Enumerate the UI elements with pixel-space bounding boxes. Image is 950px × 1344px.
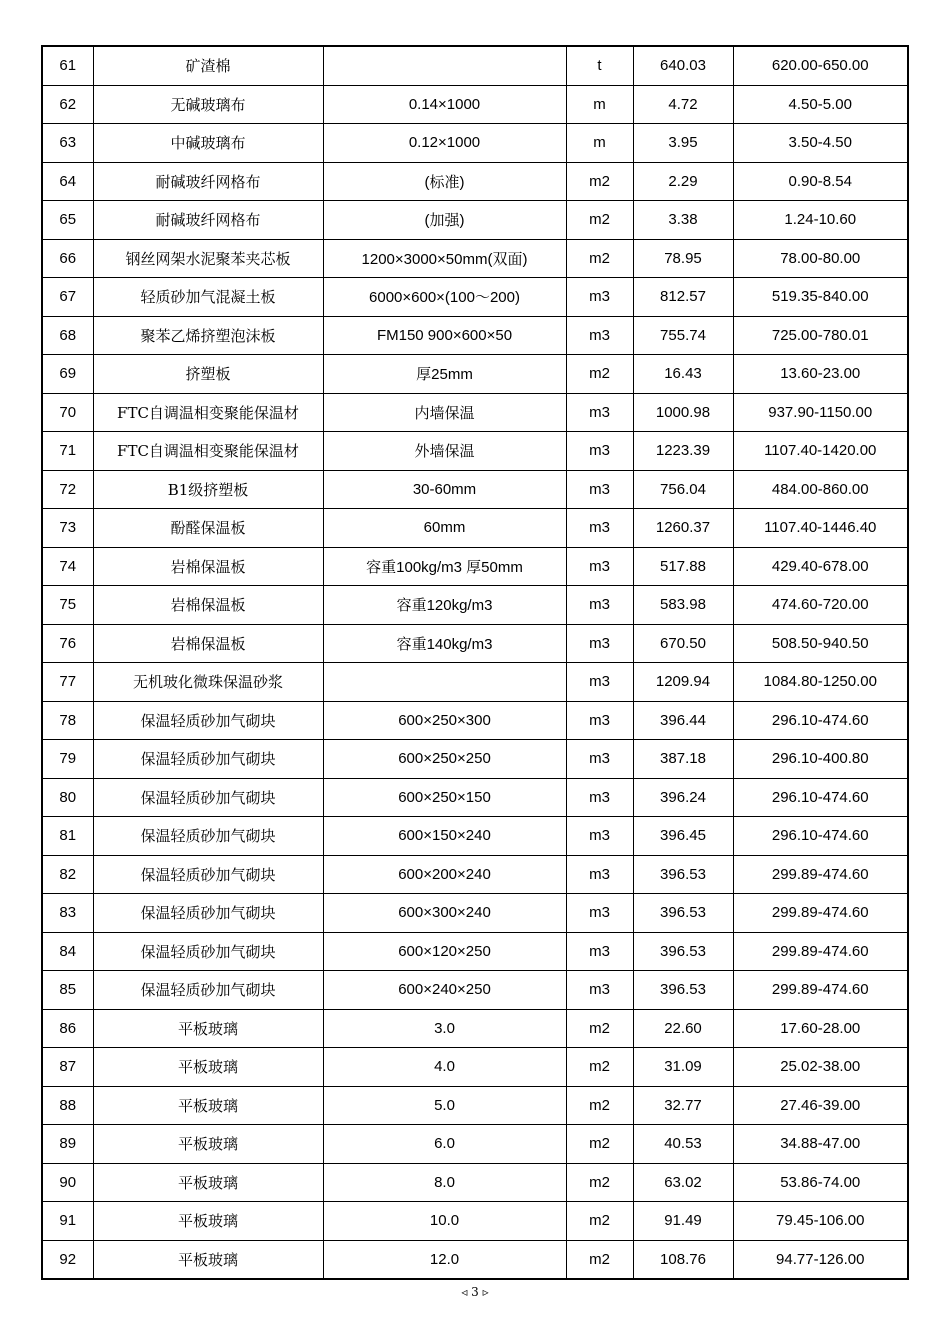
price-cell: 387.18 <box>633 740 733 779</box>
unit-cell: m3 <box>566 509 633 548</box>
table-row <box>42 855 908 894</box>
specification-cell: 600×150×240 <box>323 817 566 856</box>
table-row <box>42 932 908 971</box>
table-row <box>42 624 908 663</box>
material-name-cell: 无机玻化微珠保温砂浆 <box>93 663 323 702</box>
material-name-cell: 保温轻质砂加气砌块 <box>93 971 323 1010</box>
price-range-cell: 79.45-106.00 <box>733 1202 908 1241</box>
unit-cell: m <box>566 124 633 163</box>
specification-cell: 0.14×1000 <box>323 85 566 124</box>
unit-cell: m3 <box>566 624 633 663</box>
specification-cell: 1200×3000×50mm(双面) <box>323 239 566 278</box>
price-range-cell: 1084.80-1250.00 <box>733 663 908 702</box>
price-cell: 670.50 <box>633 624 733 663</box>
specification-cell: 60mm <box>323 509 566 548</box>
unit-cell: m <box>566 85 633 124</box>
specification-cell: 容重100kg/m3 厚50mm <box>323 547 566 586</box>
material-name-cell: 保温轻质砂加气砌块 <box>93 778 323 817</box>
price-range-cell: 53.86-74.00 <box>733 1163 908 1202</box>
specification-cell: 30-60mm <box>323 470 566 509</box>
specification-cell: 6.0 <box>323 1125 566 1164</box>
material-name-cell: 保温轻质砂加气砌块 <box>93 894 323 933</box>
price-range-cell: 299.89-474.60 <box>733 894 908 933</box>
price-range-cell: 0.90-8.54 <box>733 162 908 201</box>
price-range-cell: 25.02-38.00 <box>733 1048 908 1087</box>
price-range-cell: 508.50-940.50 <box>733 624 908 663</box>
price-range-cell: 296.10-474.60 <box>733 817 908 856</box>
specification-cell: FM150 900×600×50 <box>323 316 566 355</box>
table-row <box>42 201 908 240</box>
price-cell: 1260.37 <box>633 509 733 548</box>
table-row <box>42 778 908 817</box>
material-name-cell: 钢丝网架水泥聚苯夹芯板 <box>93 239 323 278</box>
specification-cell: 600×120×250 <box>323 932 566 971</box>
material-name-cell: 保温轻质砂加气砌块 <box>93 817 323 856</box>
price-cell: 396.53 <box>633 894 733 933</box>
table-row <box>42 663 908 702</box>
table-row <box>42 316 908 355</box>
price-range-cell: 27.46-39.00 <box>733 1086 908 1125</box>
item-number-cell: 73 <box>42 509 93 548</box>
price-cell: 3.95 <box>633 124 733 163</box>
item-number-cell: 65 <box>42 201 93 240</box>
material-name-cell: 平板玻璃 <box>93 1202 323 1241</box>
specification-cell: 600×240×250 <box>323 971 566 1010</box>
item-number-cell: 80 <box>42 778 93 817</box>
material-name-cell: 中碱玻璃布 <box>93 124 323 163</box>
unit-cell: m3 <box>566 894 633 933</box>
price-cell: 812.57 <box>633 278 733 317</box>
table-row <box>42 1163 908 1202</box>
price-cell: 40.53 <box>633 1125 733 1164</box>
material-name-cell: 岩棉保温板 <box>93 547 323 586</box>
table-row <box>42 547 908 586</box>
table-row <box>42 393 908 432</box>
unit-cell: m2 <box>566 1086 633 1125</box>
table-row <box>42 124 908 163</box>
item-number-cell: 87 <box>42 1048 93 1087</box>
item-number-cell: 62 <box>42 85 93 124</box>
specification-cell <box>323 46 566 85</box>
material-name-cell: 酚醛保温板 <box>93 509 323 548</box>
material-name-cell: 挤塑板 <box>93 355 323 394</box>
specification-cell: 600×250×300 <box>323 701 566 740</box>
item-number-cell: 91 <box>42 1202 93 1241</box>
material-name-cell: 平板玻璃 <box>93 1086 323 1125</box>
table-row <box>42 46 908 85</box>
price-cell: 63.02 <box>633 1163 733 1202</box>
item-number-cell: 82 <box>42 855 93 894</box>
specification-cell: 3.0 <box>323 1009 566 1048</box>
unit-cell: m2 <box>566 1125 633 1164</box>
unit-cell: m3 <box>566 586 633 625</box>
table-row <box>42 162 908 201</box>
item-number-cell: 88 <box>42 1086 93 1125</box>
material-name-cell: 平板玻璃 <box>93 1125 323 1164</box>
specification-cell: 10.0 <box>323 1202 566 1241</box>
price-cell: 32.77 <box>633 1086 733 1125</box>
item-number-cell: 90 <box>42 1163 93 1202</box>
specification-cell: 8.0 <box>323 1163 566 1202</box>
table-row <box>42 971 908 1010</box>
price-cell: 3.38 <box>633 201 733 240</box>
specification-cell: 12.0 <box>323 1240 566 1279</box>
price-cell: 1209.94 <box>633 663 733 702</box>
material-name-cell: B1级挤塑板 <box>93 470 323 509</box>
table-row <box>42 1048 908 1087</box>
price-range-cell: 296.10-474.60 <box>733 701 908 740</box>
material-name-cell: FTC自调温相变聚能保温材 <box>93 393 323 432</box>
price-cell: 755.74 <box>633 316 733 355</box>
unit-cell: m2 <box>566 201 633 240</box>
table-row <box>42 1202 908 1241</box>
price-range-cell: 299.89-474.60 <box>733 971 908 1010</box>
price-cell: 396.53 <box>633 855 733 894</box>
material-name-cell: 岩棉保温板 <box>93 624 323 663</box>
unit-cell: m3 <box>566 932 633 971</box>
price-cell: 4.72 <box>633 85 733 124</box>
material-name-cell: 耐碱玻纤网格布 <box>93 201 323 240</box>
specification-cell: 600×300×240 <box>323 894 566 933</box>
price-cell: 1000.98 <box>633 393 733 432</box>
specification-cell: 600×200×240 <box>323 855 566 894</box>
price-range-cell: 1.24-10.60 <box>733 201 908 240</box>
unit-cell: t <box>566 46 633 85</box>
table-row <box>42 239 908 278</box>
item-number-cell: 83 <box>42 894 93 933</box>
price-cell: 396.53 <box>633 932 733 971</box>
item-number-cell: 75 <box>42 586 93 625</box>
material-name-cell: 保温轻质砂加气砌块 <box>93 740 323 779</box>
specification-cell: (标准) <box>323 162 566 201</box>
price-range-cell: 13.60-23.00 <box>733 355 908 394</box>
material-name-cell: 平板玻璃 <box>93 1240 323 1279</box>
specification-cell: 600×250×250 <box>323 740 566 779</box>
price-table <box>41 45 909 1280</box>
price-cell: 396.24 <box>633 778 733 817</box>
table-row <box>42 85 908 124</box>
unit-cell: m3 <box>566 740 633 779</box>
unit-cell: m2 <box>566 355 633 394</box>
item-number-cell: 77 <box>42 663 93 702</box>
table-row <box>42 817 908 856</box>
material-name-cell: 保温轻质砂加气砌块 <box>93 932 323 971</box>
price-range-cell: 299.89-474.60 <box>733 932 908 971</box>
unit-cell: m3 <box>566 817 633 856</box>
material-name-cell: 平板玻璃 <box>93 1048 323 1087</box>
specification-cell: 600×250×150 <box>323 778 566 817</box>
material-name-cell: 保温轻质砂加气砌块 <box>93 701 323 740</box>
price-cell: 396.45 <box>633 817 733 856</box>
item-number-cell: 63 <box>42 124 93 163</box>
specification-cell: 容重120kg/m3 <box>323 586 566 625</box>
material-name-cell: 轻质砂加气混凝土板 <box>93 278 323 317</box>
price-range-cell: 519.35-840.00 <box>733 278 908 317</box>
item-number-cell: 64 <box>42 162 93 201</box>
unit-cell: m3 <box>566 778 633 817</box>
price-range-cell: 296.10-474.60 <box>733 778 908 817</box>
material-name-cell: 平板玻璃 <box>93 1009 323 1048</box>
item-number-cell: 84 <box>42 932 93 971</box>
item-number-cell: 68 <box>42 316 93 355</box>
specification-cell: 内墙保温 <box>323 393 566 432</box>
item-number-cell: 81 <box>42 817 93 856</box>
price-range-cell: 94.77-126.00 <box>733 1240 908 1279</box>
price-range-cell: 3.50-4.50 <box>733 124 908 163</box>
price-cell: 1223.39 <box>633 432 733 471</box>
item-number-cell: 70 <box>42 393 93 432</box>
price-range-cell: 937.90-1150.00 <box>733 393 908 432</box>
specification-cell: 外墙保温 <box>323 432 566 471</box>
unit-cell: m3 <box>566 393 633 432</box>
item-number-cell: 74 <box>42 547 93 586</box>
unit-cell: m3 <box>566 971 633 1010</box>
material-name-cell: 岩棉保温板 <box>93 586 323 625</box>
unit-cell: m3 <box>566 701 633 740</box>
price-cell: 583.98 <box>633 586 733 625</box>
material-name-cell: 无碱玻璃布 <box>93 85 323 124</box>
table-row <box>42 1125 908 1164</box>
price-range-cell: 484.00-860.00 <box>733 470 908 509</box>
price-cell: 22.60 <box>633 1009 733 1048</box>
price-range-cell: 1107.40-1446.40 <box>733 509 908 548</box>
page-number: ◃ 3 ▹ <box>461 1285 489 1299</box>
table-row <box>42 740 908 779</box>
item-number-cell: 72 <box>42 470 93 509</box>
item-number-cell: 76 <box>42 624 93 663</box>
table-row <box>42 1240 908 1279</box>
price-range-cell: 725.00-780.01 <box>733 316 908 355</box>
price-range-cell: 429.40-678.00 <box>733 547 908 586</box>
table-row <box>42 1009 908 1048</box>
item-number-cell: 78 <box>42 701 93 740</box>
unit-cell: m3 <box>566 316 633 355</box>
item-number-cell: 85 <box>42 971 93 1010</box>
price-cell: 78.95 <box>633 239 733 278</box>
price-range-cell: 1107.40-1420.00 <box>733 432 908 471</box>
price-range-cell: 474.60-720.00 <box>733 586 908 625</box>
table-row <box>42 586 908 625</box>
price-cell: 640.03 <box>633 46 733 85</box>
unit-cell: m2 <box>566 1240 633 1279</box>
table-row <box>42 432 908 471</box>
price-cell: 517.88 <box>633 547 733 586</box>
unit-cell: m3 <box>566 432 633 471</box>
table-body <box>42 46 908 1279</box>
price-range-cell: 620.00-650.00 <box>733 46 908 85</box>
item-number-cell: 86 <box>42 1009 93 1048</box>
unit-cell: m2 <box>566 1202 633 1241</box>
price-cell: 396.53 <box>633 971 733 1010</box>
price-cell: 91.49 <box>633 1202 733 1241</box>
unit-cell: m3 <box>566 470 633 509</box>
specification-cell: 厚25mm <box>323 355 566 394</box>
table-row <box>42 278 908 317</box>
price-cell: 16.43 <box>633 355 733 394</box>
price-cell: 756.04 <box>633 470 733 509</box>
unit-cell: m2 <box>566 1163 633 1202</box>
price-range-cell: 17.60-28.00 <box>733 1009 908 1048</box>
table-row <box>42 470 908 509</box>
unit-cell: m3 <box>566 278 633 317</box>
item-number-cell: 61 <box>42 46 93 85</box>
table-row <box>42 1086 908 1125</box>
unit-cell: m3 <box>566 855 633 894</box>
material-name-cell: 矿渣棉 <box>93 46 323 85</box>
material-name-cell: 平板玻璃 <box>93 1163 323 1202</box>
table-row <box>42 509 908 548</box>
price-cell: 31.09 <box>633 1048 733 1087</box>
unit-cell: m2 <box>566 162 633 201</box>
price-range-cell: 296.10-400.80 <box>733 740 908 779</box>
price-cell: 108.76 <box>633 1240 733 1279</box>
unit-cell: m3 <box>566 663 633 702</box>
price-cell: 2.29 <box>633 162 733 201</box>
unit-cell: m2 <box>566 1009 633 1048</box>
specification-cell: 4.0 <box>323 1048 566 1087</box>
specification-cell: 5.0 <box>323 1086 566 1125</box>
specification-cell: 6000×600×(100～200) <box>323 278 566 317</box>
item-number-cell: 66 <box>42 239 93 278</box>
material-name-cell: 耐碱玻纤网格布 <box>93 162 323 201</box>
table-row <box>42 894 908 933</box>
specification-cell: 容重140kg/m3 <box>323 624 566 663</box>
price-range-cell: 34.88-47.00 <box>733 1125 908 1164</box>
item-number-cell: 69 <box>42 355 93 394</box>
unit-cell: m2 <box>566 1048 633 1087</box>
table-row <box>42 701 908 740</box>
price-range-cell: 299.89-474.60 <box>733 855 908 894</box>
price-range-cell: 4.50-5.00 <box>733 85 908 124</box>
item-number-cell: 67 <box>42 278 93 317</box>
specification-cell <box>323 663 566 702</box>
material-name-cell: 保温轻质砂加气砌块 <box>93 855 323 894</box>
table-row <box>42 355 908 394</box>
item-number-cell: 89 <box>42 1125 93 1164</box>
unit-cell: m2 <box>566 239 633 278</box>
unit-cell: m3 <box>566 547 633 586</box>
item-number-cell: 79 <box>42 740 93 779</box>
specification-cell: (加强) <box>323 201 566 240</box>
price-cell: 396.44 <box>633 701 733 740</box>
price-range-cell: 78.00-80.00 <box>733 239 908 278</box>
specification-cell: 0.12×1000 <box>323 124 566 163</box>
material-name-cell: FTC自调温相变聚能保温材 <box>93 432 323 471</box>
material-name-cell: 聚苯乙烯挤塑泡沫板 <box>93 316 323 355</box>
item-number-cell: 92 <box>42 1240 93 1279</box>
item-number-cell: 71 <box>42 432 93 471</box>
